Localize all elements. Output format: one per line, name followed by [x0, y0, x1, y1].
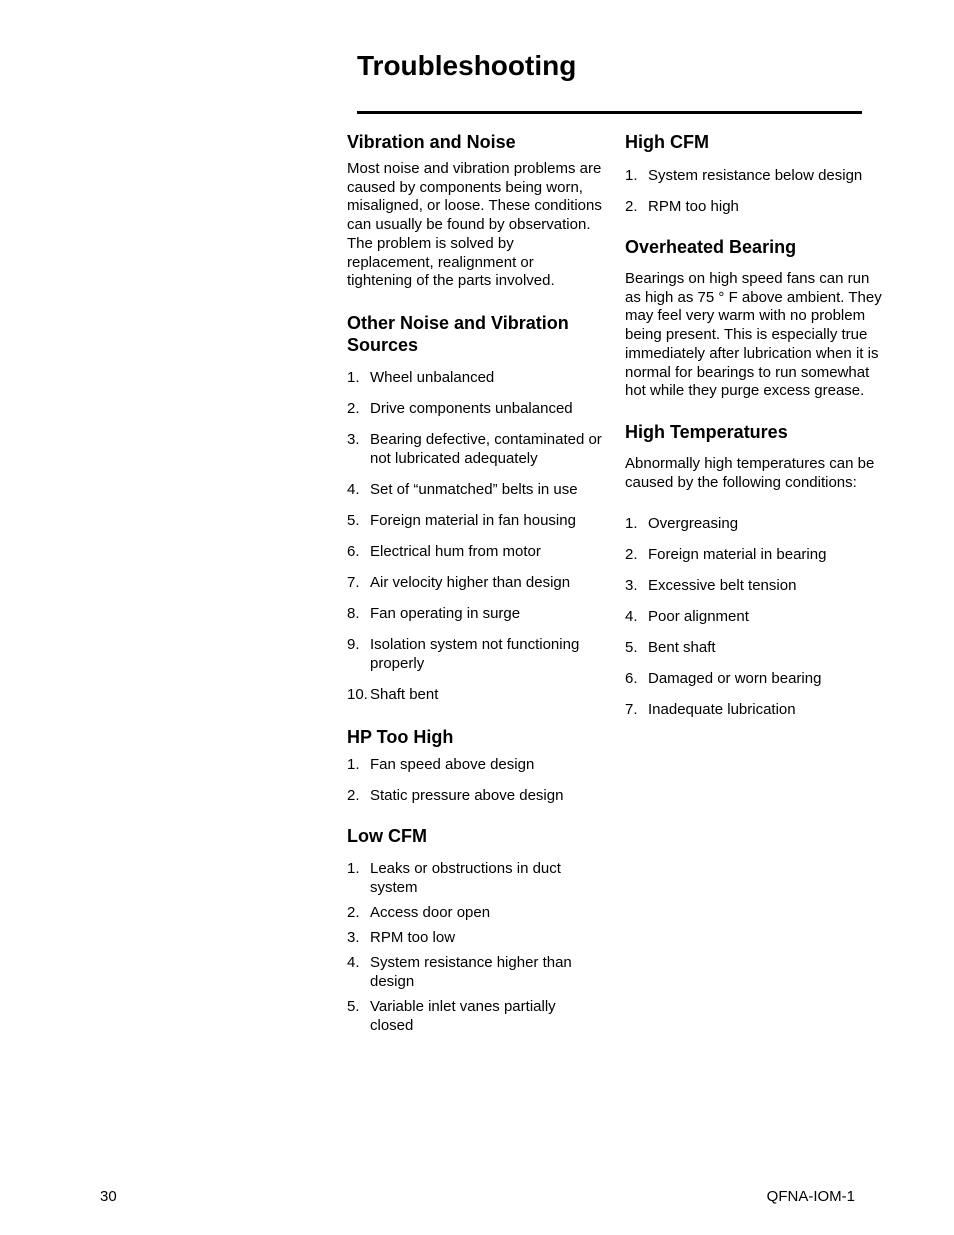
list-item-text: Air velocity higher than design	[370, 573, 571, 591]
list-item-text: RPM too high	[648, 198, 739, 215]
list-item	[347, 755, 602, 774]
list-item-text: Overgreasing	[648, 515, 739, 533]
list-item-number: 2.	[347, 903, 360, 921]
list-item-number: 8.	[347, 604, 360, 622]
overheated-bearing-heading: Overheated Bearing	[625, 237, 797, 257]
list-item-number: 7.	[625, 701, 638, 719]
list-item-text: Damaged or worn bearing	[648, 670, 822, 688]
overheated-bearing-body: Bearings on high speed fans can run as high as 75 ° F above ambient. They may feel very warm with no problem being present. This is especially true immediately after lubrication when it is normal for bearings to run somewhat hot while they purge excess grease.	[625, 270, 882, 400]
list-item	[625, 576, 885, 595]
list-item-text: Foreign material in fan housing	[370, 511, 576, 529]
list-item-number: 3.	[347, 430, 360, 448]
list-item-text: Inadequate lubrication	[648, 701, 796, 719]
list-item-number: 3.	[347, 928, 360, 946]
list-item-number: 10.	[347, 685, 368, 703]
list-item-text: Electrical hum from motor	[370, 542, 541, 560]
page-number: 30	[100, 1188, 117, 1205]
list-item	[347, 953, 602, 991]
list-item	[347, 685, 602, 704]
list-item-number: 1.	[625, 515, 638, 533]
list-item	[347, 903, 602, 922]
list-item-number: 5.	[347, 511, 360, 529]
list-item-number: 1.	[625, 167, 638, 184]
list-item-text: Static pressure above design	[370, 786, 564, 804]
list-item-number: 6.	[625, 670, 638, 688]
list-item-text: System resistance below design	[648, 167, 863, 184]
other-sources-heading: Other Noise and Vibration Sources	[347, 312, 569, 355]
list-item	[347, 604, 602, 623]
list-item	[625, 607, 885, 626]
list-item	[347, 368, 602, 387]
list-item-text: Set of “unmatched” belts in use	[370, 480, 578, 498]
list-item-number: 4.	[347, 953, 360, 971]
list-item-number: 5.	[625, 639, 638, 657]
list-item-text: Fan speed above design	[370, 755, 535, 773]
hp-too-high-heading: HP Too High	[347, 726, 454, 747]
list-item-text: Access door open	[370, 903, 491, 921]
list-item-number: 6.	[347, 542, 360, 560]
low-cfm-heading: Low CFM	[347, 825, 427, 846]
list-item	[347, 430, 602, 468]
list-item-number: 2.	[347, 399, 360, 417]
list-item-text: RPM too low	[370, 928, 456, 946]
list-item	[347, 399, 602, 418]
list-item-number: 1.	[347, 859, 360, 877]
list-item-text: Poor alignment	[648, 608, 749, 626]
list-item-number: 2.	[625, 198, 638, 215]
list-item-text: Fan operating in surge	[370, 604, 521, 622]
list-item	[625, 669, 885, 688]
list-item	[347, 511, 602, 530]
list-item-text: System resistance higher than design	[370, 953, 572, 990]
list-item	[347, 480, 602, 499]
list-item-text: Bent shaft	[648, 639, 716, 657]
list-item-number: 4.	[347, 480, 360, 498]
list-item-text: Wheel unbalanced	[370, 368, 495, 386]
list-item-number: 3.	[625, 577, 638, 595]
list-item	[347, 928, 602, 947]
list-item-text: Drive components unbalanced	[370, 399, 573, 417]
high-cfm-list	[625, 166, 885, 216]
list-item	[347, 542, 602, 561]
list-item	[347, 859, 602, 897]
list-item-text: Bearing defective, contaminated or not lubricated adequately	[370, 430, 602, 467]
page-title: Troubleshooting	[357, 50, 577, 81]
list-item-number: 7.	[347, 573, 360, 591]
list-item-number: 1.	[347, 368, 360, 386]
list-item-number: 1.	[347, 755, 360, 773]
document-code: QFNA-IOM-1	[766, 1188, 855, 1205]
list-item-text: Variable inlet vanes partially closed	[370, 997, 556, 1034]
other-sources-list	[347, 368, 602, 704]
list-item-text: Leaks or obstructions in duct system	[370, 859, 561, 896]
vibration-noise-body: Most noise and vibration problems are caused by components being worn, misaligned, or loose. These conditions can usually be found by observation. The problem is solved by replacement, realignment or tightening of the parts involved.	[347, 160, 602, 290]
list-item-number: 2.	[625, 546, 638, 564]
right-column	[625, 130, 885, 719]
list-item	[347, 786, 602, 805]
title-rule	[357, 111, 862, 114]
list-item	[625, 197, 885, 216]
list-item-text: Foreign material in bearing	[648, 546, 827, 564]
vibration-noise-heading: Vibration and Noise	[347, 132, 516, 152]
list-item	[347, 573, 602, 592]
high-temperatures-body: Abnormally high temperatures can be caused by the following conditions:	[625, 454, 875, 491]
list-item-number: 9.	[347, 635, 360, 653]
list-item	[625, 700, 885, 719]
list-item	[625, 166, 885, 185]
list-item	[347, 635, 602, 673]
list-item-number: 5.	[347, 997, 360, 1015]
list-item	[347, 997, 602, 1035]
high-temperatures-heading: High Temperatures	[625, 421, 788, 442]
left-column	[347, 130, 602, 1035]
list-item-text: Excessive belt tension	[648, 577, 797, 595]
list-item	[625, 545, 885, 564]
high-cfm-heading: High CFM	[625, 132, 709, 152]
low-cfm-list	[347, 859, 602, 1035]
list-item-text: Shaft bent	[370, 685, 439, 703]
list-item	[625, 638, 885, 657]
list-item-number: 4.	[625, 608, 638, 626]
list-item-text: Isolation system not functioning properly	[370, 635, 580, 672]
list-item-number: 2.	[347, 786, 360, 804]
high-temperatures-list	[625, 514, 885, 719]
list-item	[625, 514, 885, 533]
hp-too-high-list	[347, 755, 602, 805]
